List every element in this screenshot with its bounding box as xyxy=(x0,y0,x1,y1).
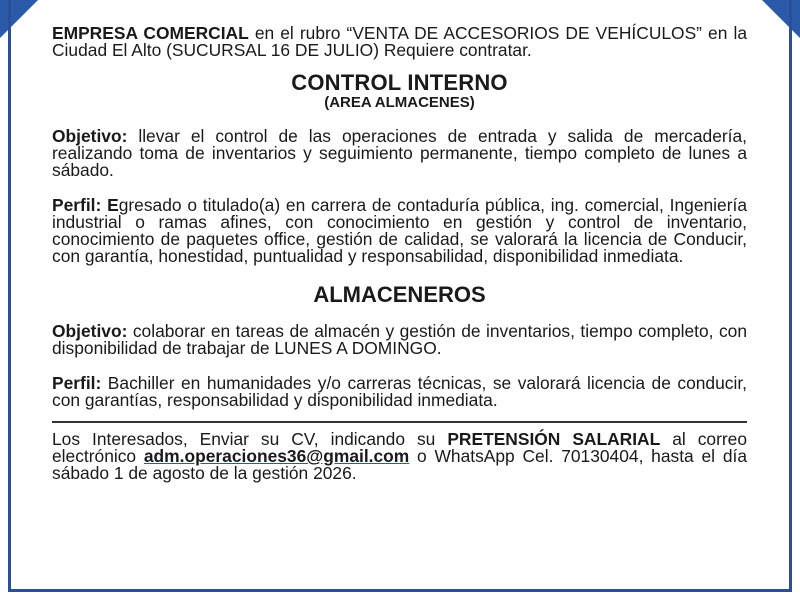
section1-profile xyxy=(52,197,747,265)
salary-label: PRETENSIÓN SALARIAL xyxy=(447,429,661,449)
company-label: EMPRESA COMERCIAL xyxy=(52,23,249,43)
footer-text-1: Los Interesados, Enviar su CV, indicando su xyxy=(52,429,448,449)
intro-paragraph xyxy=(52,25,747,59)
section1-subtitle: (AREA ALMACENES) xyxy=(324,94,475,111)
intro-text: en el rubro “VENTA DE ACCESORIOS DE VEHÍCULOS” en la Ciudad El Alto (SUCURSAL 16 DE JULIO) Requiere contratar. xyxy=(52,23,747,60)
email-link[interactable]: adm.operaciones36@gmail.com xyxy=(143,446,410,466)
section2-profile xyxy=(52,375,747,409)
section1-objective-label: Objetivo: xyxy=(52,126,128,146)
section1-profile-label: Perfil: E xyxy=(52,195,119,215)
section2-profile-text: Bachiller en humanidades y/o carreras técnicas, se valorará licencia de conducir, con garantías, responsabilidad y disponibilidad inmediata. xyxy=(52,373,747,410)
section2-title: ALMACENEROS xyxy=(313,282,486,307)
divider xyxy=(52,421,747,423)
posting-content xyxy=(52,25,747,482)
section2-objective-label: Objetivo: xyxy=(52,321,128,341)
section2-objective-text: colaborar en tareas de almacén y gestión de inventarios, tiempo completo, con disponibilidad de trabajar de LUNES A DOMINGO. xyxy=(52,321,747,358)
section2-profile-label: Perfil: xyxy=(52,373,102,393)
section1-profile-text: gresado o titulado(a) en carrera de contaduría pública, ing. comercial, Ingeniería industrial o ramas afines, con conocimiento en gestión y control de inventario, conocimiento de paquetes office, gestión de calidad, se valorará la licencia de Conducir, con garantía, honestidad, puntualidad y responsabilidad, disponibilidad inmediata. xyxy=(52,195,747,266)
footer-text-2: al correo electrónico xyxy=(52,429,747,466)
footer-paragraph xyxy=(52,431,747,482)
section1-objective xyxy=(52,128,747,179)
footer-text-3: o WhatsApp Cel. 70130404, hasta el día sábado 1 de agosto de la gestión 2026. xyxy=(52,446,748,483)
section1-title: CONTROL INTERNO xyxy=(291,70,508,95)
section1-objective-text: llevar el control de las operaciones de entrada y salida de mercadería, realizando toma de inventarios y seguimiento permanente, tiempo completo de lunes a sábado. xyxy=(52,126,747,180)
section2-objective xyxy=(52,323,747,357)
